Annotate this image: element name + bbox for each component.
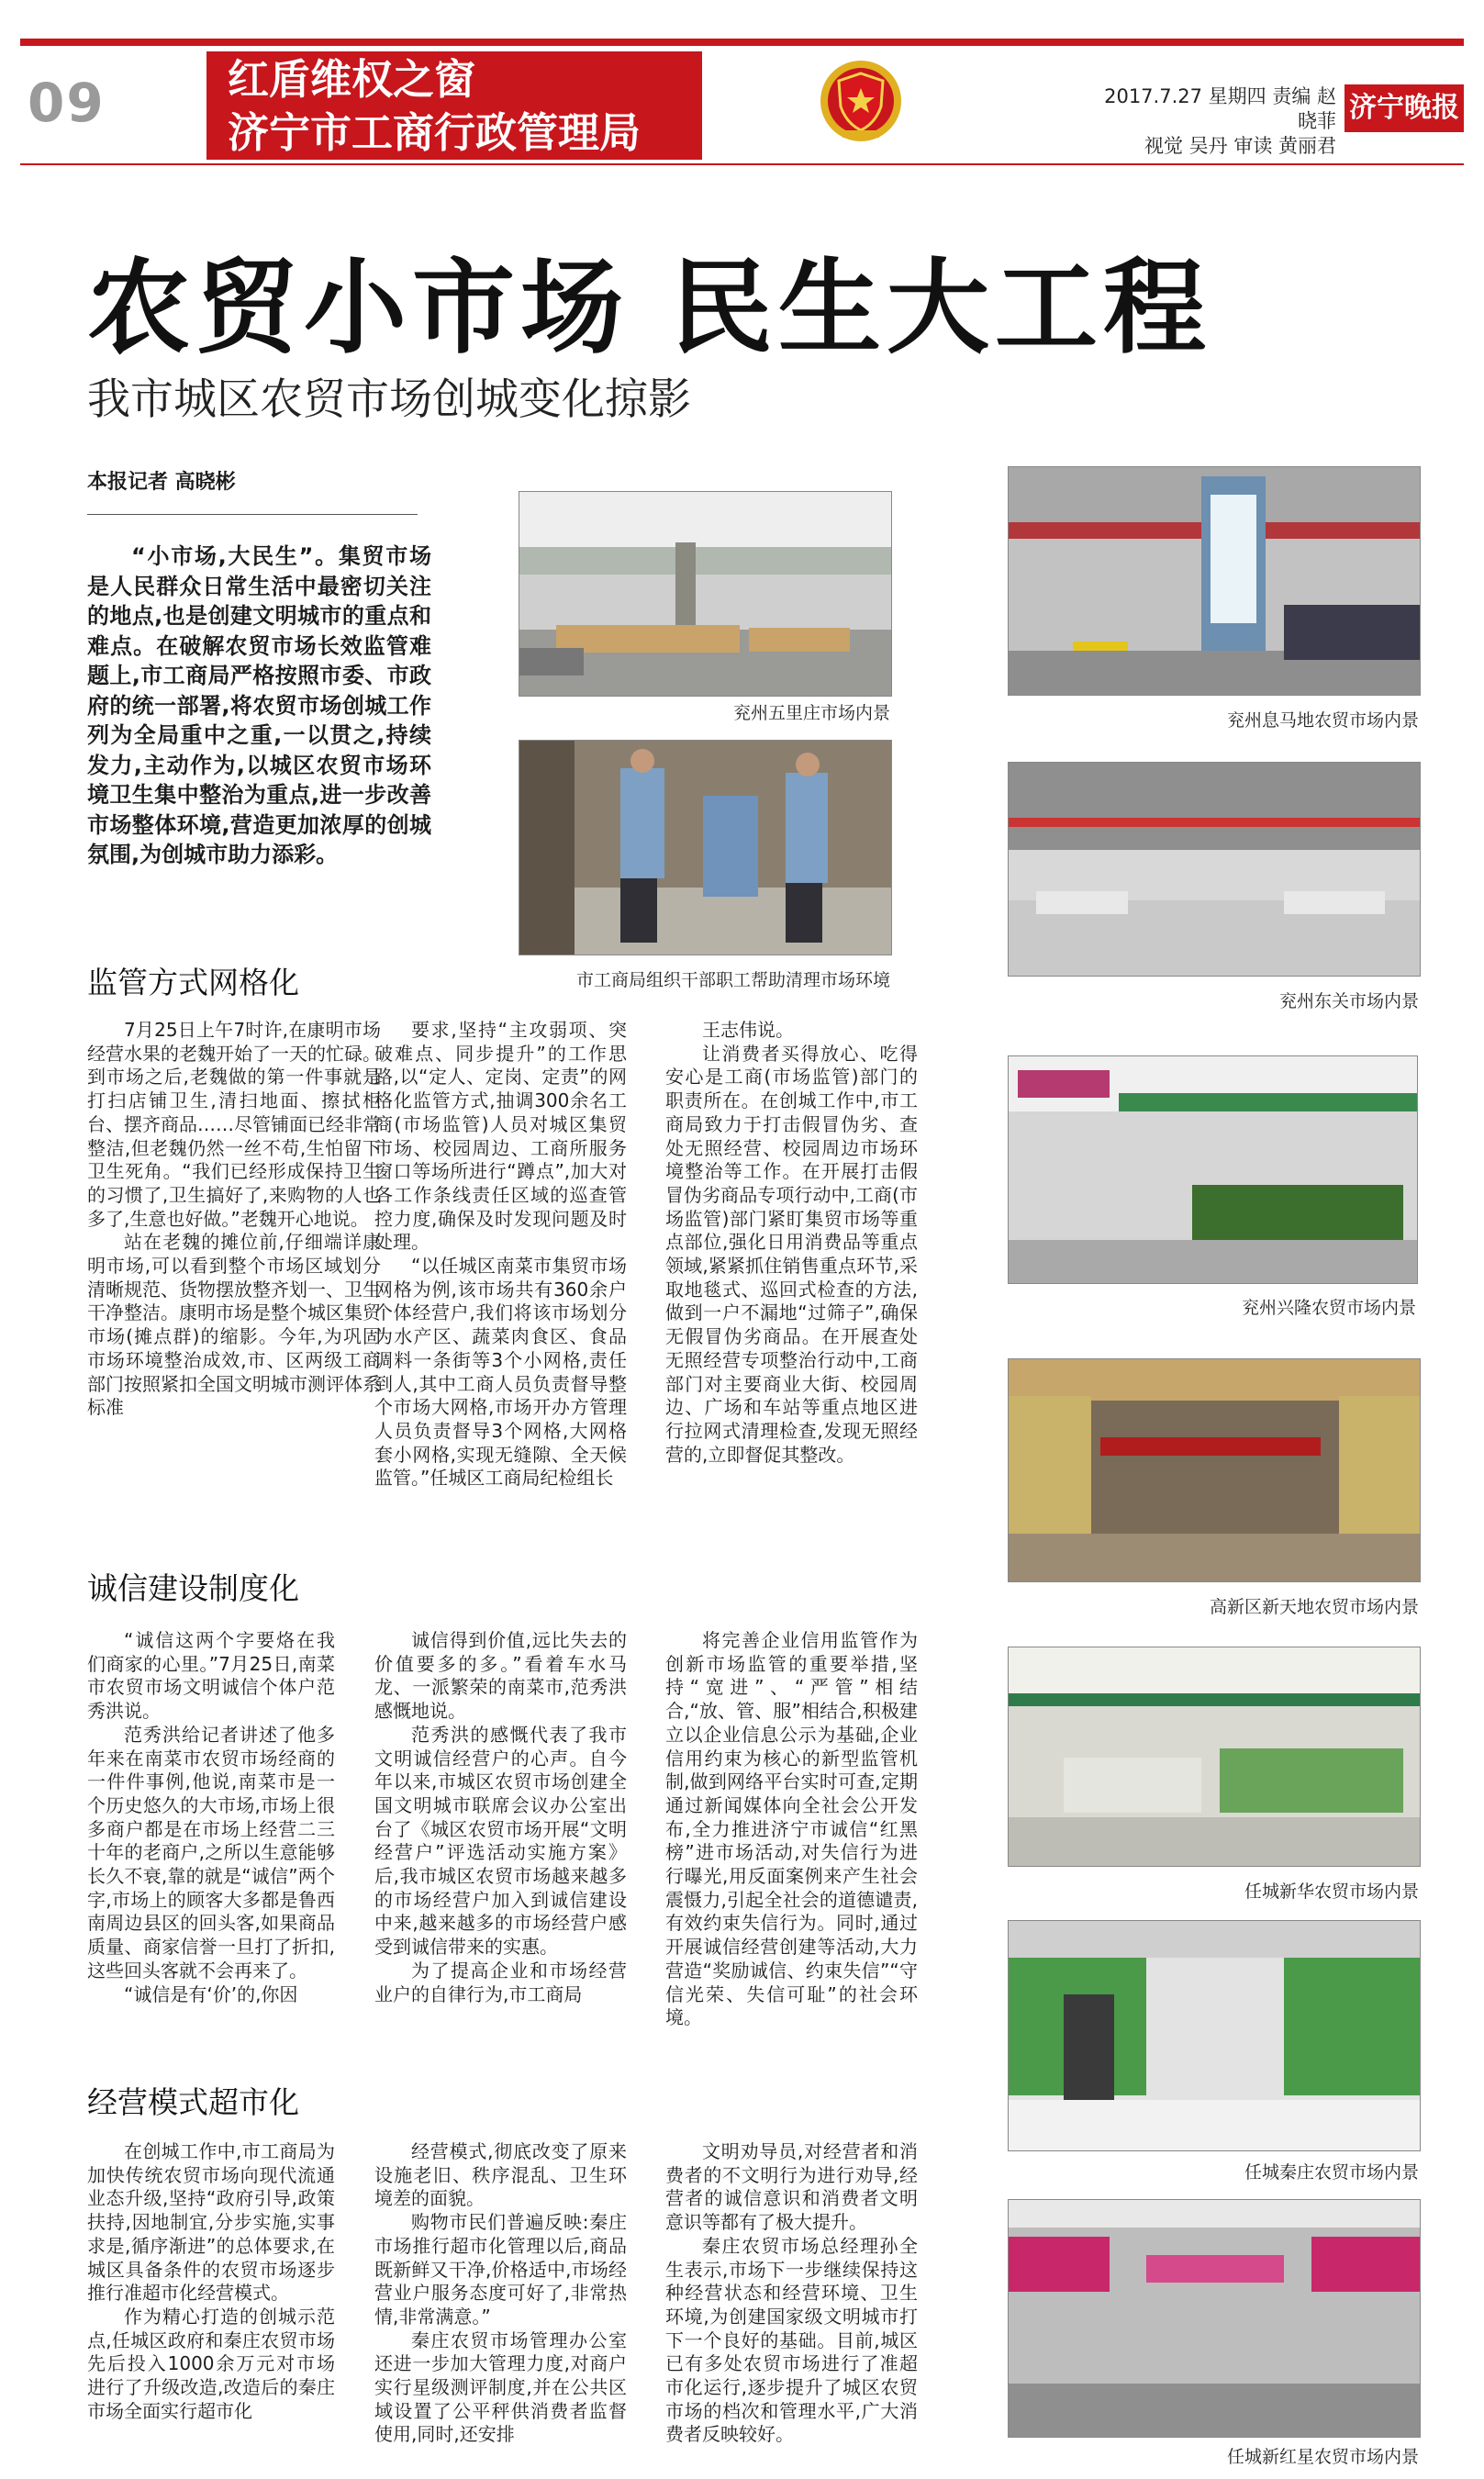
photo-caption: 任城新华农贸市场内景: [1244, 1882, 1419, 1902]
page-number: 09: [28, 72, 106, 134]
photo-xinhua-market: [1008, 1647, 1421, 1867]
red-shield-emblem-icon: [815, 53, 907, 145]
photo-dongguan-market: [1008, 762, 1421, 977]
paragraph: 经营模式,彻底改变了原来设施老旧、秩序混乱、卫生环境差的面貌。: [374, 2140, 627, 2210]
lead-paragraph: “小市场,大民生”。集贸市场是人民群众日常生活中最密切关注的地点,也是创建文明城市的重点和难点。在破解农贸市场长效监管难题上,市工商局严格按照市委、市政府的统一部署,将农贸市场创城工作列为全局重中之重,一以贯之,持续发力,主动作为,以城区农贸市场环境卫生集中整治为重点,进一步改善市场整体环境,营造更加浓厚的创城氛围,为创城市助力添彩。: [87, 543, 431, 867]
banner-line-2: 济宁市工商行政管理局: [228, 108, 642, 157]
photo-caption: 任城秦庄农贸市场内景: [1244, 2162, 1419, 2183]
photo-caption: 任城新红星农贸市场内景: [1226, 2447, 1419, 2467]
paragraph: 范秀洪给记者讲述了他多年来在南菜市农贸市场经商的一件件事例,他说,南菜市是一个历史悠久的大市场,市场上很多商户都是在市场上经营二三十年的老商户,之所以生意能够长久不衰,靠的就是“诚信”两个字,市场上的顾客大多都是鲁西南周边县区的回头客,如果商品质量、商家信誉一旦打了折扣,这些回头客就不会再来了。: [87, 1723, 335, 1982]
issue-meta: [1090, 84, 1336, 159]
paragraph: “以任城区南菜市集贸市场网格为例,该市场共有360余户个体经营户,我们将该市场划分为水产区、蔬菜肉食区、食品调料一条街等3个小网格,责任到人,其中工商人员负责督导整个市场大网格,市场开办方管理人员负责督导3个网格,大网格套小网格,实现无缝隙、全天候监管。”任城区工商局纪检组长: [374, 1255, 627, 1490]
section-heading-supermarket: 经营模式超市化: [87, 2084, 299, 2120]
section3-col1: [87, 2140, 335, 2423]
section-heading-grid: 监管方式网格化: [87, 965, 299, 1000]
section1-col1: [87, 1019, 381, 1420]
photo-caption: 市工商局组织干部职工帮助清理市场环境: [575, 970, 890, 990]
issue-visual-proof: 视觉 吴丹 审读 黄丽君: [1144, 135, 1336, 157]
paragraph: 范秀洪的感慨代表了我市文明诚信经营户的心声。自今年以来,市城区农贸市场创建全国文明城市联席会议办公室出台了《城区农贸市场开展“文明经营户”评选活动实施方案》后,我市城区农贸市场越来越多的市场经营户加入到诚信建设中来,越来越多的市场经营户感受到诚信带来的实惠。: [374, 1723, 627, 1959]
paragraph: 7月25日上午7时许,在康明市场经营水果的老魏开始了一天的忙碌。到市场之后,老魏做的第一件事就是打扫店铺卫生,清扫地面、擦拭柜台、摆齐商品……尽管铺面已经非常整洁,但老魏仍然一丝不苟,生怕留下卫生死角。“我们已经形成保持卫生的习惯了,卫生搞好了,来购物的人也多了,生意也好做。”老魏开心地说。: [87, 1019, 381, 1230]
section1-col3: [665, 1019, 918, 1467]
paragraph: 站在老魏的摊位前,仔细端详康明市场,可以看到整个市场区域划分清晰规范、货物摆放整齐划一、卫生干净整洁。康明市场是整个城区集贸市场(摊点群)的缩影。今年,为巩固市场环境整治成效,市、区两级工商部门按照紧扣全国文明城市测评体系标准: [87, 1231, 381, 1419]
photo-caption: 兖州兴隆农贸市场内景: [1241, 1298, 1416, 1318]
section2-col1: [87, 1629, 335, 2006]
masthead-rule: [20, 163, 1464, 165]
top-red-rule: [20, 39, 1464, 46]
photo-ximadi-market: [1008, 466, 1421, 696]
article-subhead: 我市城区农贸市场创城变化掠影: [87, 374, 691, 425]
paragraph: 秦庄农贸市场管理办公室还进一步加大管理力度,对商户实行星级测评制度,并在公共区域设置了公平秤供消费者监督使用,同时,还安排: [374, 2328, 627, 2446]
photo-wulizhuang-market: [519, 491, 892, 697]
banner-line-1: 红盾维权之窗: [228, 55, 476, 104]
article-lead: [87, 542, 431, 870]
paragraph: “诚信这两个字要烙在我们商家的心里。”7月25日,南菜市农贸市场文明诚信个体户范秀洪说。: [87, 1629, 335, 1723]
photo-qinzhuang-market: [1008, 1920, 1421, 2151]
paragraph: 在创城工作中,市工商局为加快传统农贸市场向现代流通业态升级,坚持“政府引导,政策扶持,因地制宜,分步实施,实事求是,循序渐进”的总体要求,在城区具备条件的农贸市场逐步推行准超市化经营模式。: [87, 2140, 335, 2305]
photo-xintiandi-market: [1008, 1358, 1421, 1582]
section3-col3: [665, 2140, 918, 2447]
photo-caption: 兖州东关市场内景: [1278, 991, 1419, 1011]
section2-col2: [374, 1629, 627, 2006]
paragraph: 王志伟说。: [702, 1019, 794, 1041]
section3-col2: [374, 2140, 627, 2447]
section1-col2: [374, 1019, 627, 1491]
byline-rule: [87, 514, 418, 515]
article-headline: 农贸小市场 民生大工程: [87, 249, 1211, 368]
column-banner-title: [228, 53, 641, 160]
paragraph: 秦庄农贸市场总经理孙全生表示,市场下一步继续保持这种经营状态和经营环境、卫生环境,为创建国家级文明城市打下一个良好的基础。目前,城区已有多处农贸市场进行了准超市化运行,逐步提升了城区农贸市场的档次和管理水平,广大消费者反映较好。: [665, 2234, 918, 2446]
photo-caption: 高新区新天地农贸市场内景: [1209, 1597, 1419, 1617]
paragraph: 为了提高企业和市场经营业户的自律行为,市工商局: [374, 1959, 627, 2005]
photo-caption: 兖州息马地农贸市场内景: [1226, 710, 1419, 731]
article-byline: 本报记者 高晓彬: [87, 471, 236, 494]
section2-col3: [665, 1629, 918, 2030]
paragraph: 作为精心打造的创城示范点,任城区政府和秦庄农贸市场先后投入1000余万元对市场进行了升级改造,改造后的秦庄市场全面实行超市化: [87, 2305, 335, 2422]
issue-date-editor: 2017.7.27 星期四 责编 赵晓菲: [1104, 85, 1336, 132]
photo-xinglong-market: [1008, 1055, 1418, 1284]
section-heading-integrity: 诚信建设制度化: [87, 1570, 299, 1606]
paragraph: 购物市民们普遍反映:秦庄市场推行超市化管理以后,商品既新鲜又干净,价格适中,市场经营业户服务态度可好了,非常热情,非常满意。”: [374, 2211, 627, 2328]
photo-xinhongxing-market: [1008, 2199, 1421, 2438]
paragraph: 要求,坚持“主攻弱项、突破难点、同步提升”的工作思路,以“定人、定岗、定责”的网格化监管方式,抽调300余名工商(市场监管)人员对城区集贸市场、校园周边、工商所服务窗口等场所进行“蹲点”,加大对各工作条线责任区域的巡查管控力度,确保及时发现问题及时处理。: [374, 1019, 627, 1254]
paragraph: 诚信得到价值,远比失去的价值要多的多。”看着车水马龙、一派繁荣的南菜市,范秀洪感慨地说。: [374, 1629, 627, 1723]
photo-staff-cleaning: [519, 740, 892, 955]
newspaper-brand-logo: 济宁晚报: [1345, 84, 1464, 132]
paragraph: 让消费者买得放心、吃得安心是工商(市场监管)部门的职责所在。在创城工作中,市工商局致力于打击假冒伪劣、查处无照经营、校园周边市场环境整治等工作。在开展打击假冒伪劣商品专项行动中,工商(市场监管)部门紧盯集贸市场等重点部位,强化日用消费品等重点领域,紧紧抓住销售重点环节,采取地毯式、巡回式检查的方法,做到一户不漏地“过筛子”,确保无假冒伪劣商品。在开展查处无照经营专项整治行动中,工商部门对主要商业大街、校园周边、广场和车站等重点地区进行拉网式清理检查,发现无照经营的,立即督促其整改。: [665, 1042, 918, 1466]
paragraph: “诚信是有‘价’的,你因: [124, 1982, 298, 2005]
paragraph: 将完善企业信用监管作为创新市场监管的重要举措,坚持“宽进”、“严管”相结合,“放、管、服”相结合,积极建立以企业信息公示为基础,企业信用约束为核心的新型监管机制,做到网络平台实时可查,定期通过新闻媒体向全社会公开发布,全力推进济宁市诚信“红黑榜”进市场活动,对失信行为进行曝光,用反面案例来产生社会震慑力,引起全社会的道德谴责,有效约束失信行为。同时,通过开展诚信经营创建等活动,大力营造“奖励诚信、约束失信”“守信光荣、失信可耻”的社会环境。: [665, 1629, 918, 2029]
photo-caption: 兖州五里庄市场内景: [732, 703, 890, 723]
paragraph: 文明劝导员,对经营者和消费者的不文明行为进行劝导,经营者的诚信意识和消费者文明意识等都有了极大提升。: [665, 2140, 918, 2234]
